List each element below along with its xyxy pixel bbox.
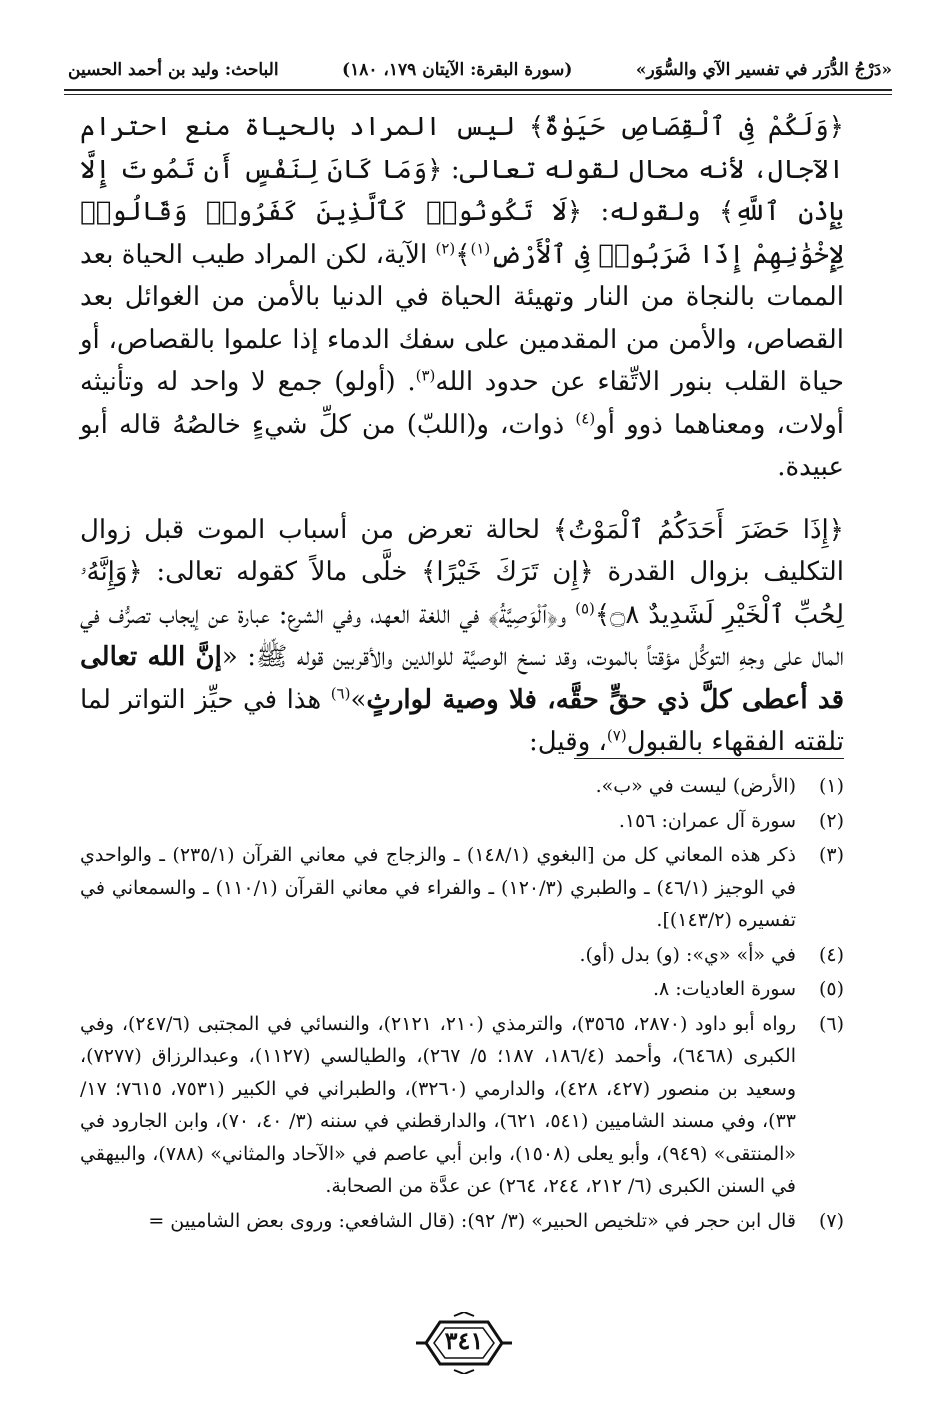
footnote-number: (٣) (818, 844, 844, 866)
footnote-text: ذكر هذه المعاني كل من [البغوي (١٤٨/١) ـ والزجاج في معاني القرآن (٢٣٥/١) ـ والواحدي في الوجيز (٤٦/١) ـ والطبري (١٢٠/٣) ـ والفراء في معاني القرآن (١١٠/١) ـ والسمعاني في تفسيره (١٤٣/٢)]. (80, 844, 797, 931)
footnote-text: في «أ» «ي»: (و) بدل (أو). (579, 943, 796, 966)
footnote-ref-3[interactable]: (٣) (415, 366, 436, 385)
header-rule-thick (64, 89, 892, 91)
footnote-number: (٤) (818, 943, 844, 966)
header-rule-thin (64, 94, 892, 95)
footnote-text: رواه أبو داود (٢٨٧٠، ٣٥٦٥)، والترمذي (٢١٠، ٢١٢١)، والنسائي في المجتبى (٢٤٧/٦)، وفي الكبرى (٦٤٦٨)، وأحمد (١٨٦/٤، ١٨٧؛ ٥/ ٢٦٧)، والطيالسي (١١٢٧)، وعبدالرزاق (٧٢٧٧)، وسعيد بن منصور (٤٢٧، ٤٢٨)، والدارمي (٣٢٦٠)، والطبراني في الكبير (٧٥٣١، ٧٦١٥؛ ١٧/ ٣٣)، وفي مسند الشاميين (٥٤١، ٦٢١)، والدارقطني في سننه (٣/ ٤٠، ٧٠)، وابن الجارود في «المنتقى» (٩٤٩)، وأبو يعلى (١٥٠٨)، وابن أبي عاصم في «الآحاد والمثاني» (٧٨٨)، والبيهقي في السنن الكبرى (٦/ ٢١٢، ٢٤٤، ٢٦٤) عن عدَّة من الصحابة. (80, 1012, 797, 1197)
footnote-item (80, 839, 844, 937)
text-run: الآية، لكن المراد طيب الحياة بعد الممات بالنجاة من النار وتهيئة الحياة في الدنيا بالأمن من الغوائل بعد القصاص، والأمن من المقدمين على سفك الدماء إذا علموا بالقصاص، أو حياة القلب بنور الاتِّقاء عن حدود الله (80, 239, 845, 397)
footnote-text: سورة آل عمران: ١٥٦. (618, 809, 796, 832)
footnote-text: قال ابن حجر في «تلخيص الحبير» (٣/ ٩٢): (قال الشافعي: وروى بعض الشاميين = (148, 1209, 796, 1232)
text-run: ﴿إِذَا حَضَرَ أَحَدَكُمُ ٱلْمَوْتُ﴾ لحالة تعرض من أسباب الموت قبل زوال التكليف بزوال القدرة ﴿إِن تَرَكَ خَيْرًا﴾ خلَّى مالاً كقوله تعالى: ﴿وَإِنَّهُۥ لِحُبِّ ٱلْخَيْرِ لَشَدِيدٌ ۝٨﴾ (80, 514, 844, 630)
paragraph-1 (80, 106, 844, 489)
footnote-number: (٢) (818, 809, 844, 832)
footnote-item (80, 1008, 844, 1203)
running-header (68, 56, 892, 84)
footnote-ref-2[interactable]: (٢) (435, 238, 456, 257)
footnotes (80, 770, 844, 1239)
text-run: ، وقيل: (528, 727, 607, 757)
text-run: و﴿ٱلْوَصِيَّةُ﴾ في اللغة العهد، وفي الشرع: عبارة عن إيجاب تصرُّف في المال على وجهِ التوكُّل مؤقتاً بالموت، وقد نسخ الوصيَّة للوالدين والأقربين قوله ﷺ: « (80, 599, 844, 672)
main-text (80, 106, 844, 764)
book-title: «دَرْجُ الدُّرَر في تفسير الآي والسُّوَر» (635, 60, 892, 80)
footnote-number: (١) (818, 775, 844, 797)
footnote-ref-7[interactable]: (٧) (606, 726, 627, 745)
text-run: ذوات، و(اللبّ) من كلِّ شيءٍ خالصُهُ قاله أبو عبيدة. (80, 409, 844, 482)
footnote-text: سورة العاديات: ٨. (652, 978, 796, 1000)
footnote-number: (٦) (818, 1012, 844, 1035)
surah-info: (سورة البقرة: الآيتان ١٧٩، ١٨٠) (342, 60, 573, 80)
page-number: ٣٤١ (444, 1326, 484, 1355)
footnote-item (80, 973, 844, 1006)
hadith-text: إنَّ الله تعالى قد أعطى كلَّ ذي حقٍّ حقَّه، فلا وصية لوارثٍ (80, 642, 844, 715)
footnote-number: (٧) (818, 1209, 844, 1232)
text-run: ﴾ (455, 239, 471, 270)
footnote-separator (574, 758, 844, 759)
researcher-name: الباحث: وليد بن أحمد الحسين (68, 60, 279, 80)
paragraph-2 (80, 509, 844, 764)
page-number-ornament (414, 1312, 514, 1374)
text-run: . (أولو) جمع لا واحد له وتأنيثه أولات، ومعناهما ذوو أو (80, 367, 844, 440)
footnote-ref-6[interactable]: (٦) (330, 683, 351, 702)
footnote-ref-1[interactable]: (١) (470, 238, 491, 257)
footnote-item (80, 939, 844, 972)
text-run: ﴿وَلَكُمْ فِى ٱلْقِصَاصِ حَيَوٰةٌ﴾ ليس المراد بالحياة منع احترام الآجال، لأنه محال لقوله تعالى: ﴿وَمَا كَانَ لِنَفْسٍ أَن تَمُوتَ إِلَّا بِإِذْنِ ٱللَّهِ﴾ ولقوله: ﴿لَا تَكُونُوا۟ كَٱلَّذِينَ كَفَرُوا۟ وَقَالُوا۟ لِإِخْوَٰنِهِمْ إِذَا ضَرَبُوا۟ فِى ٱلْأَرْضِ (80, 112, 845, 270)
footnote-ref-5[interactable]: (٥) (575, 598, 595, 617)
footnote-item (80, 770, 844, 803)
footnote-text: (الأرض) ليست في «ب». (595, 775, 796, 797)
text-run: » (350, 684, 367, 715)
footnote-ref-4[interactable]: (٤) (575, 408, 596, 427)
footnote-item (80, 1205, 844, 1238)
text-run: هذا في حيِّز التواتر لما تلقته الفقهاء بالقبول (80, 684, 844, 757)
footnote-item (80, 805, 844, 838)
footnote-number: (٥) (818, 978, 844, 1000)
